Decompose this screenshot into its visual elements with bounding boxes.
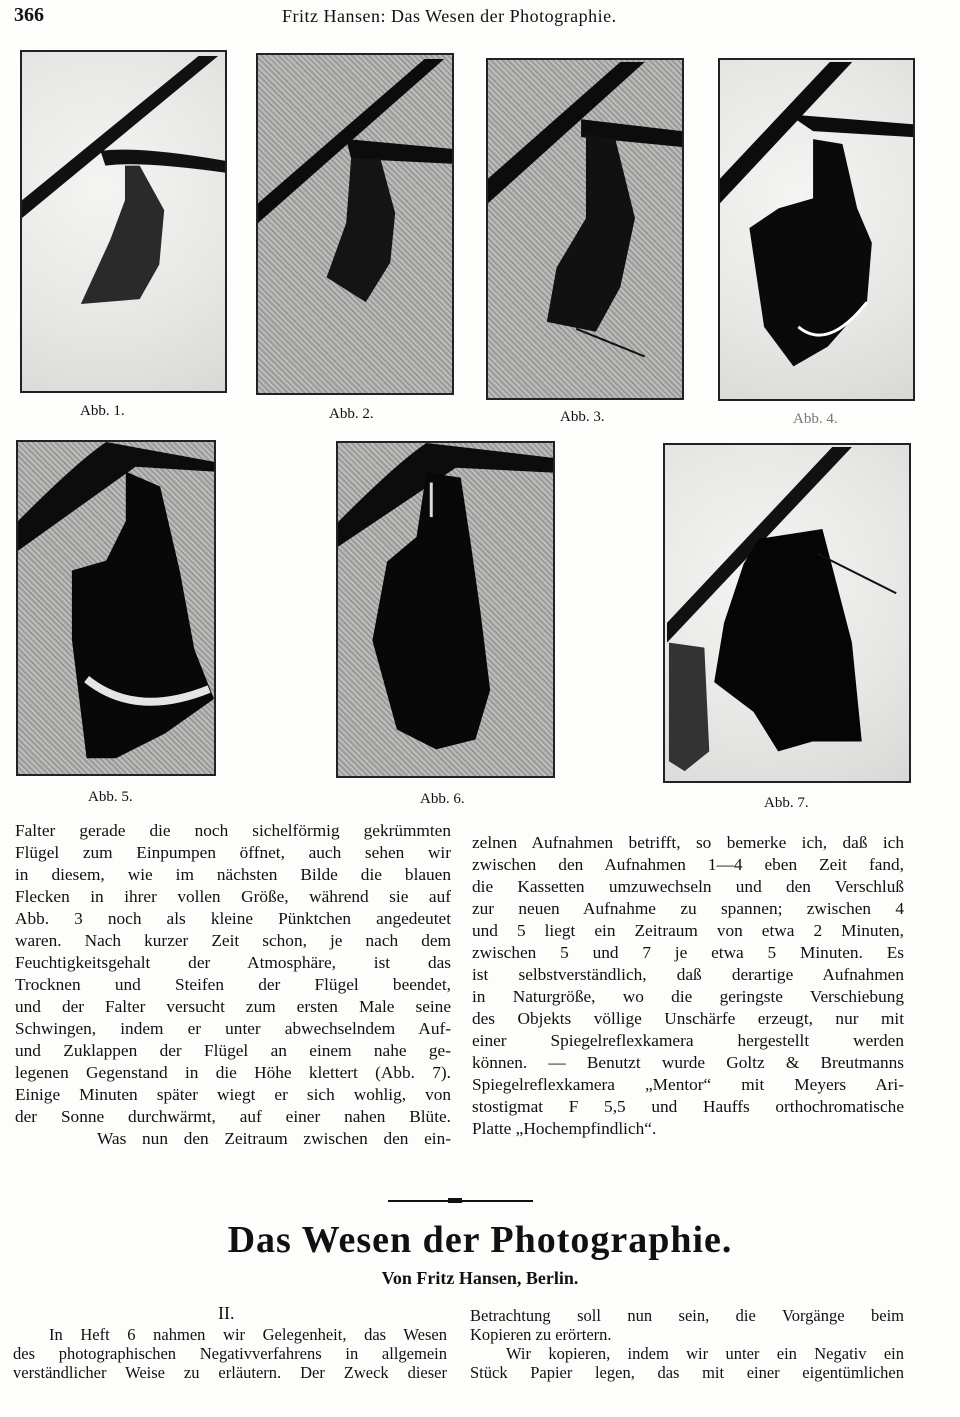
text-line: zelnen Aufnahmen betrifft, so bemerke ich, daß ich <box>472 833 904 852</box>
text-line: Stück Papier legen, das mit einer eigentümlichen <box>470 1363 904 1382</box>
section-divider <box>388 1200 533 1202</box>
text-line: Flügel zum Einpumpen öffnet, auch sehen wir <box>15 843 451 862</box>
text-line: Falter gerade die noch sichelförmig gekrümmten <box>15 821 451 840</box>
text-line: Schwingen, indem er unter abwechselndem Auf- <box>15 1019 451 1038</box>
text-line: ist selbstverständlich, daß derartige Aufnahmen <box>472 965 904 984</box>
text-line: und Zuklappen der Flügel an einem nahe ge- <box>15 1041 451 1060</box>
figure-3-photo <box>486 58 684 400</box>
text-line: zur neuen Aufnahme zu spannen; zwischen 4 <box>472 899 904 918</box>
figure-3-caption: Abb. 3. <box>560 409 605 425</box>
text-line: Flecken in ihrer vollen Größe, während sie auf <box>15 887 451 906</box>
figure-1-caption: Abb. 1. <box>80 403 125 419</box>
text-line: waren. Nach kurzer Zeit schon, je nach dem <box>15 931 451 950</box>
figure-2-photo <box>256 53 454 395</box>
figure-6-photo <box>336 441 555 778</box>
new-article-right-column <box>470 1306 904 1382</box>
running-header <box>0 4 960 30</box>
text-line: Wir kopieren, indem wir unter ein Negativ ein <box>506 1344 904 1363</box>
text-line: und der Falter versucht zum ersten Male seine <box>15 997 451 1016</box>
figure-1-photo <box>20 50 227 393</box>
text-line: in diesem, wie im nächsten Bilde die blauen <box>15 865 451 884</box>
figure-6-caption: Abb. 6. <box>420 791 465 807</box>
text-line: legenen Gegenstand in die Höhe klettert (Abb. 7). <box>15 1063 451 1082</box>
figure-4-caption: Abb. 4. <box>793 411 838 427</box>
left-text-column <box>15 820 451 1150</box>
text-line: Trocknen und Steifen der Flügel beendet, <box>15 975 451 994</box>
figure-4-photo <box>718 58 915 401</box>
text-line: die Kassetten umzuwechseln und den Verschluß <box>472 877 904 896</box>
article-byline: Von Fritz Hansen, Berlin. <box>381 1268 579 1288</box>
text-line: in Naturgröße, wo die geringste Verschiebung <box>472 987 904 1006</box>
text-line: stostigmat F 5,5 und Hauffs orthochromatische <box>472 1097 904 1116</box>
text-line: Was nun den Zeitraum zwischen den ein- <box>97 1129 451 1148</box>
text-line: zwischen 5 und 7 je etwa 5 Minuten. Es <box>472 943 904 962</box>
text-line: verständlicher Weise zu erläutern. Der Zweck dieser <box>13 1363 447 1382</box>
text-line: In Heft 6 nahmen wir Gelegenheit, das Wesen <box>49 1325 447 1344</box>
article-title: Das Wesen der Photographie. <box>227 1219 733 1261</box>
text-line: Einige Minuten später wiegt er sich wohlig, von <box>15 1085 451 1104</box>
text-line: Abb. 3 noch als kleine Pünktchen angedeutet <box>15 909 451 928</box>
text-line: und 5 liegt ein Zeitraum von etwa 2 Minuten, <box>472 921 904 940</box>
text-line: Feuchtigkeitsgehalt der Atmosphäre, ist das <box>15 953 451 972</box>
figure-5-photo <box>16 440 216 776</box>
text-line: Betrachtung soll nun sein, die Vorgänge beim <box>470 1306 904 1325</box>
text-line: Kopieren zu erörtern. <box>470 1325 612 1344</box>
text-line: einer Spiegelreflexkamera hergestellt werden <box>472 1031 904 1050</box>
figure-7-caption: Abb. 7. <box>764 795 809 811</box>
text-line: des Objekts völlige Unschärfe erzeugt, nur mit <box>472 1009 904 1028</box>
figure-2-caption: Abb. 2. <box>329 406 374 422</box>
text-line: können. — Benutzt wurde Goltz & Breutmanns <box>472 1053 904 1072</box>
text-line: der Sonne durchwärmt, auf einer nahen Blüte. <box>15 1107 451 1126</box>
running-title: Fritz Hansen: Das Wesen der Photographie. <box>282 6 617 26</box>
text-line: Platte „Hochempfindlich“. <box>472 1119 657 1138</box>
new-article-left-column <box>13 1325 447 1382</box>
text-line: des photographischen Negativverfahrens in allgemein <box>13 1344 447 1363</box>
page-number: 366 <box>14 4 44 26</box>
section-number: II. <box>218 1303 235 1323</box>
text-line: Spiegelreflexkamera „Mentor“ mit Meyers Ari- <box>472 1075 904 1094</box>
figure-5-caption: Abb. 5. <box>88 789 133 805</box>
figure-7-photo <box>663 443 911 783</box>
right-text-column <box>472 832 904 1140</box>
text-line: zwischen den Aufnahmen 1—4 eben Zeit fand, <box>472 855 904 874</box>
